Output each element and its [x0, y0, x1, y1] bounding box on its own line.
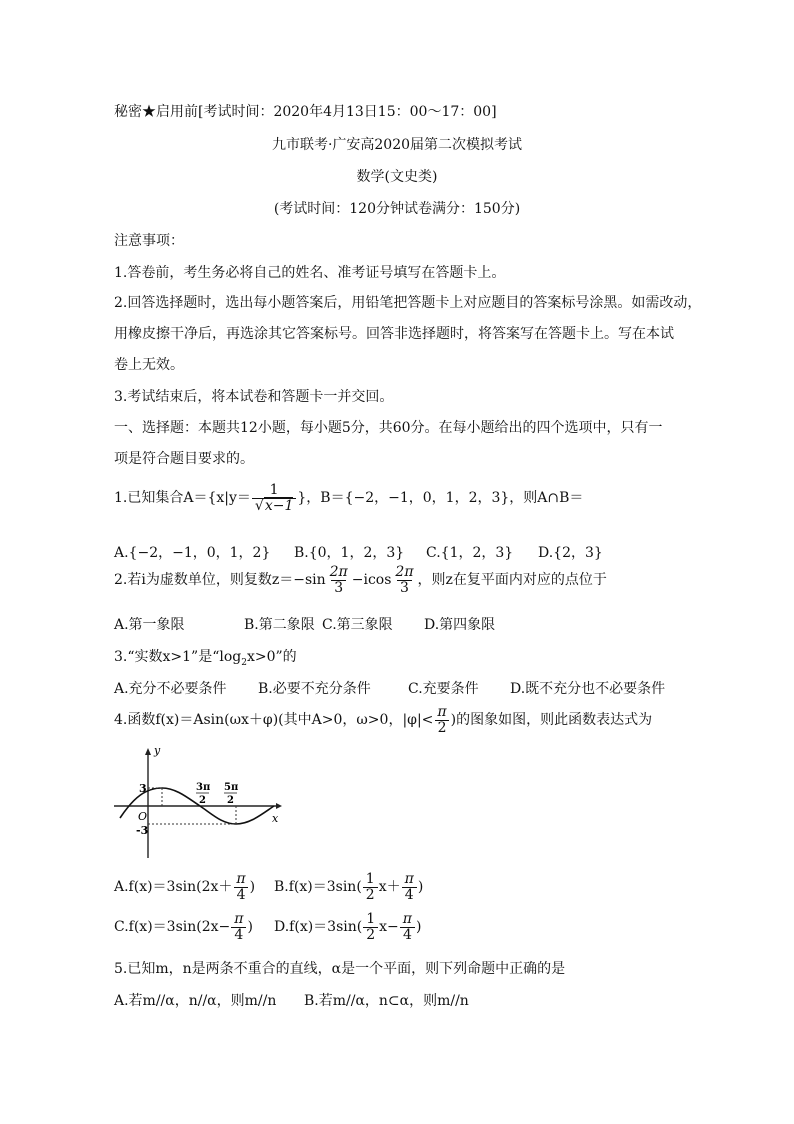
q4-optD-post: )	[416, 919, 422, 936]
q4-optD-mid: x−	[379, 919, 399, 936]
subject-title: 数学(文史类)	[356, 169, 438, 185]
q2-option-b: B.第二象限	[244, 617, 315, 633]
note-2-line-1: 2.回答选择题时，选出每小题答案后，用铅笔把答题卡上对应题目的答案标号涂黑。如需改动，	[114, 295, 702, 311]
q1-text-post: }，B＝{−2，−1，0，1，2，3}，则A∩B＝	[297, 490, 584, 507]
question-5-stem: 5.已知m，n是两条不重合的直线，α是一个平面，则下列命题中正确的是	[114, 961, 566, 977]
q4-frac-num: π	[437, 704, 447, 720]
note-2-line-3: 卷上无效。	[114, 357, 184, 373]
q2-frac2-num: 2π	[395, 564, 414, 580]
q5-option-a: A.若m//α，n//α，则m//n	[114, 993, 277, 1009]
q4-optD-pre: D.f(x)＝3sin(	[274, 919, 363, 936]
q4-option-a	[114, 872, 255, 902]
q4-optB-pre: B.f(x)＝3sin(	[274, 879, 362, 896]
graph-tick2-den: 2	[227, 795, 234, 806]
q1-option-a: A.{−2，−1，0，1，2}	[114, 545, 271, 561]
graph-y-arrow	[145, 748, 151, 755]
q4-option-d	[274, 912, 421, 942]
question-4-stem	[114, 705, 652, 735]
q4-optC-num: π	[234, 911, 244, 927]
graph-tick1-num: 3π	[196, 782, 211, 793]
note-1: 1.答卷前，考生务必将自己的姓名、准考证号填写在答题卡上。	[114, 265, 506, 281]
graph-y-max-label: 3	[139, 782, 147, 795]
note-2-line-2: 用橡皮擦干净后，再选涂其它答案标号。回答非选择题时，将答案写在答题卡上。写在本试	[114, 326, 674, 342]
question-3-stem	[114, 646, 297, 668]
q1-text-pre: 1.已知集合A＝{x|y＝	[114, 490, 251, 507]
q3-option-d: D.既不充分也不必要条件	[510, 681, 666, 697]
q4-optC-fraction	[231, 912, 246, 942]
q3-text-a: 3.“实数x>1”是“log	[114, 649, 242, 665]
graph-y-label: y	[154, 744, 161, 757]
confidential-line: 秘密★启用前[考试时间：2020年4月13日15：00～17：00]	[114, 104, 497, 120]
q4-optD-fraction-1	[363, 912, 378, 942]
q4-option-b	[274, 872, 423, 902]
q4-optA-den: 4	[234, 887, 249, 903]
q3-log-base: 2	[241, 657, 247, 668]
q2-text-mid: −icos	[351, 572, 392, 589]
q4-optB-den1: 2	[363, 887, 378, 903]
time-info: (考试时间：120分钟试卷满分：150分)	[273, 201, 521, 217]
q4-optB-post: )	[417, 879, 424, 896]
q4-optB-mid: x＋	[378, 879, 401, 896]
q3-option-b: B.必要不充分条件	[258, 681, 371, 697]
q4-optC-den: 4	[231, 927, 246, 943]
q4-frac-den: 2	[435, 720, 450, 736]
q2-frac1-num: 2π	[329, 564, 348, 580]
q1-fraction	[252, 483, 296, 513]
q2-option-d: D.第四象限	[424, 617, 496, 633]
q1-option-d: D.{2，3}	[538, 545, 603, 561]
graph-x-label: x	[272, 812, 279, 825]
note-3: 3.考试结束后，将本试卷和答题卡一并交回。	[114, 389, 394, 405]
question-1-stem	[114, 483, 583, 513]
sine-graph	[112, 742, 287, 860]
q4-optA-pre: A.f(x)＝3sin(2x＋	[114, 879, 233, 896]
q4-option-c	[114, 912, 253, 942]
q4-optB-fraction-2	[402, 872, 417, 902]
q4-optA-post: )	[249, 879, 256, 896]
section1-intro-2: 项是符合题目要求的。	[114, 451, 254, 467]
q2-option-a: A.第一象限	[114, 617, 185, 633]
q4-optD-den1: 2	[363, 927, 378, 943]
graph-tick2-num: 5π	[224, 782, 239, 793]
q2-frac1-den: 3	[331, 580, 346, 596]
q2-fraction-2	[392, 565, 416, 595]
graph-x-arrow	[276, 803, 282, 809]
q4-optB-num1: 1	[365, 871, 375, 887]
q4-optD-num2: π	[402, 911, 412, 927]
exam-title: 九市联考·广安高2020届第二次模拟考试	[271, 137, 523, 153]
q2-text-post: ，则z在复平面内对应的点位于	[417, 572, 607, 589]
q4-optB-num2: π	[404, 871, 414, 887]
section1-intro-1: 一、选择题：本题共12小题，每小题5分，共60分。在每小题给出的四个选项中，只有一	[114, 420, 663, 436]
q4-optB-den2: 4	[402, 887, 417, 903]
graph-y-min-label: -3	[136, 824, 149, 837]
q4-text-post: )的图象如图，则此函数表达式为	[450, 712, 653, 729]
q4-optC-pre: C.f(x)＝3sin(2x−	[114, 919, 231, 936]
graph-tick1-den: 2	[199, 795, 206, 806]
q2-frac2-den: 3	[397, 580, 412, 596]
q4-optC-post: )	[247, 919, 253, 936]
q1-frac-den: √x−1	[252, 498, 296, 514]
notes-heading: 注意事项：	[114, 233, 184, 249]
q3-option-a: A.充分不必要条件	[114, 681, 227, 697]
q4-optD-fraction-2	[400, 912, 415, 942]
q4-text-pre: 4.函数f(x)＝Asin(ωx＋φ)(其中A>0，ω>0，|φ|<	[114, 712, 434, 729]
q3-option-c: C.充要条件	[408, 681, 479, 697]
q4-fraction	[434, 705, 449, 735]
q2-option-c: C.第三象限	[322, 617, 393, 633]
q3-text-b: x>0”的	[246, 649, 297, 665]
q1-option-c: C.{1，2，3}	[426, 545, 514, 561]
q4-optB-fraction-1	[363, 872, 378, 902]
q5-option-b: B.若m//α，n⊂α，则m//n	[304, 993, 469, 1009]
question-2-stem	[114, 565, 607, 595]
q2-fraction-1	[327, 565, 351, 595]
q1-frac-num: 1	[269, 482, 279, 498]
q4-optA-fraction	[233, 872, 248, 902]
q1-frac-root: x−1	[264, 497, 294, 514]
q4-optD-num1: 1	[366, 911, 376, 927]
q1-option-b: B.{0，1，2，3}	[294, 545, 405, 561]
q4-optA-num: π	[236, 871, 246, 887]
graph-origin-label: O	[138, 810, 148, 823]
q2-text-pre: 2.若i为虚数单位，则复数z＝−sin	[114, 572, 326, 589]
q4-optD-den2: 4	[400, 927, 415, 943]
